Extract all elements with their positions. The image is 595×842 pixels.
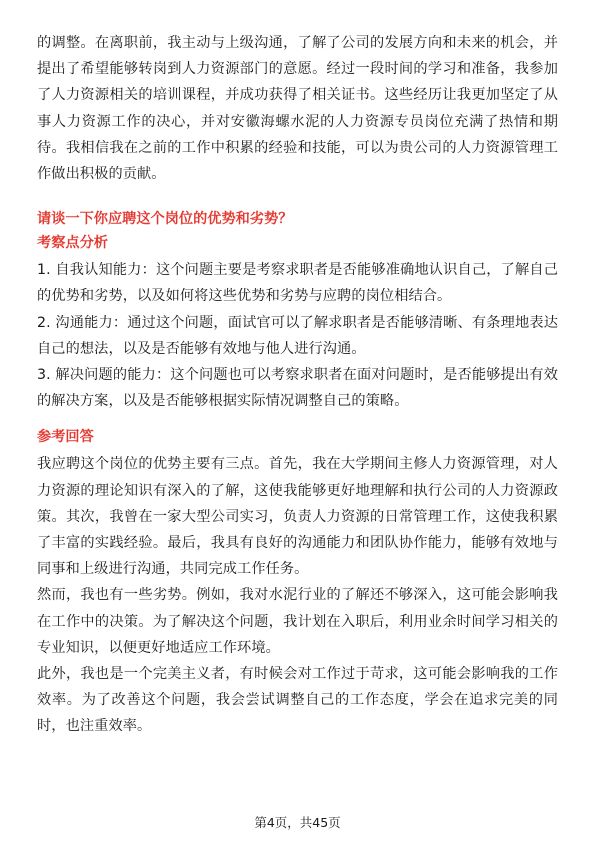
answer-paragraph: 然而，我也有一些劣势。例如，我对水泥行业的了解还不够深入，这可能会影响我在工作中的决策。为了解决这个问题，我计划在入职后，利用业余时间学习相关的专业知识，以便更好地适应工作环境。 <box>37 587 558 656</box>
analysis-item: 1. 自我认知能力：这个问题主要是考察求职者是否能够准确地认识自己，了解自己的优势和劣势，以及如何将这些优势和劣势与应聘的岗位相结合。 <box>37 262 558 305</box>
question-heading: 请谈一下你应聘这个岗位的优势和劣势？ <box>37 211 293 228</box>
intro-paragraph: 的调整。在离职前，我主动与上级沟通，了解了公司的发展方向和未来的机会，并提出了希望能够转岗到人力资源部门的意愿。经过一段时间的学习和准备，我参加了人力资源相关的培训课程，并成功获得了相关证书。这些经历让我更加坚定了从事人力资源工作的决心，并对安徽海螺水泥的人力资源专员岗位充满了热情和期待。我相信我在之前的工作中积累的经验和技能，可以为贵公司的人力资源管理工作做出积极的贡献。 <box>37 35 558 183</box>
page-number: 第4页，共45页 <box>254 815 341 830</box>
answer-paragraph: 此外，我也是一个完美主义者，有时候会对工作过于苛求，这可能会影响我的工作效率。为了改善这个问题，我会尝试调整自己的工作态度，学会在追求完美的同时，也注重效率。 <box>37 666 558 735</box>
answer-paragraph: 我应聘这个岗位的优势主要有三点。首先，我在大学期间主修人力资源管理，对人力资源的理论知识有深入的了解，这使我能够更好地理解和执行公司的人力资源政策。其次，我曾在一家大型公司实习，负责人力资源的日常管理工作，这使我积累了丰富的实践经验。最后，我具有良好的沟通能力和团队协作能力，能够有效地与同事和上级进行沟通，共同完成工作任务。 <box>37 456 558 578</box>
analysis-item: 2. 沟通能力：通过这个问题，面试官可以了解求职者是否能够清晰、有条理地表达自己的想法，以及是否能够有效地与他人进行沟通。 <box>37 314 558 357</box>
document-body <box>37 30 558 740</box>
analysis-heading: 考察点分析 <box>37 235 108 252</box>
answer-heading: 参考回答 <box>37 429 94 446</box>
analysis-item: 3. 解决问题的能力：这个问题也可以考察求职者在面对问题时，是否能够提出有效的解决方案，以及是否能够根据实际情况调整自己的策略。 <box>37 367 558 410</box>
